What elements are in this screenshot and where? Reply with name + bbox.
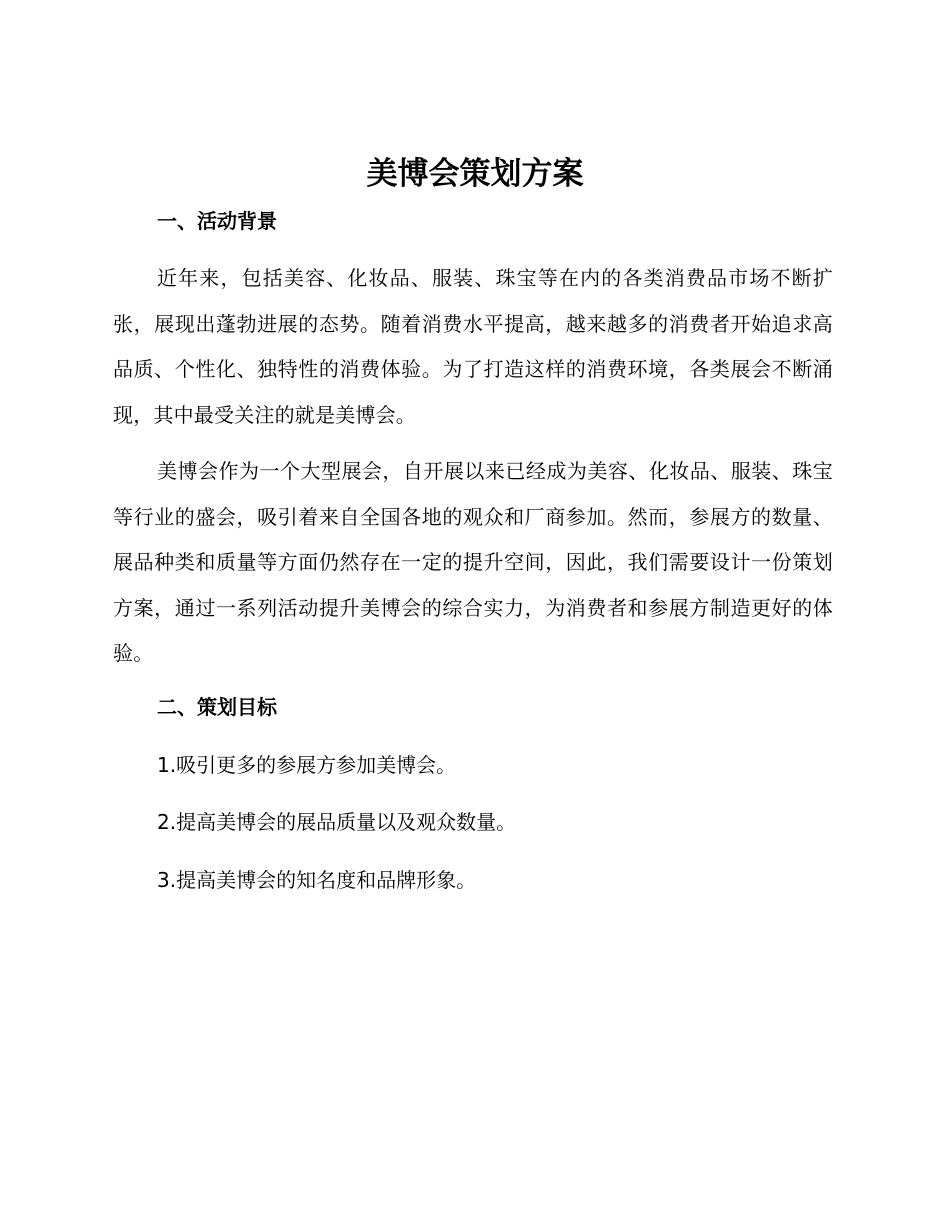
section-heading-goals: 二、策划目标 — [157, 695, 277, 719]
background-paragraph: 美博会作为一个大型展会，自开展以来已经成为美容、化妆品、服装、珠宝等行业的盛会，吸引着来自全国各地的观众和厂商参加。然而，参展方的数量、展品种类和质量等方面仍然存在一定的提升空间，因此，我们需要设计一份策划方案，通过一系列活动提升美博会的综合实力，为消费者和参展方制造更好的体验。 — [113, 459, 833, 666]
document-title: 美博会策划方案 — [366, 156, 584, 192]
goal-list-item: 1.吸引更多的参展方参加美博会。 — [157, 753, 457, 777]
background-paragraph: 近年来，包括美容、化妆品、服装、珠宝等在内的各类消费品市场不断扩张，展现出蓬勃进展的态势。随着消费水平提高，越来越多的消费者开始追求高品质、个性化、独特性的消费体验。为了打造这样的消费环境，各类展会不断涌现，其中最受关注的就是美博会。 — [113, 266, 833, 427]
goal-list-item: 2.提高美博会的展品质量以及观众数量。 — [157, 810, 517, 834]
goal-list-item: 3.提高美博会的知名度和品牌形象。 — [157, 868, 477, 892]
section-heading-background: 一、活动背景 — [157, 209, 277, 233]
